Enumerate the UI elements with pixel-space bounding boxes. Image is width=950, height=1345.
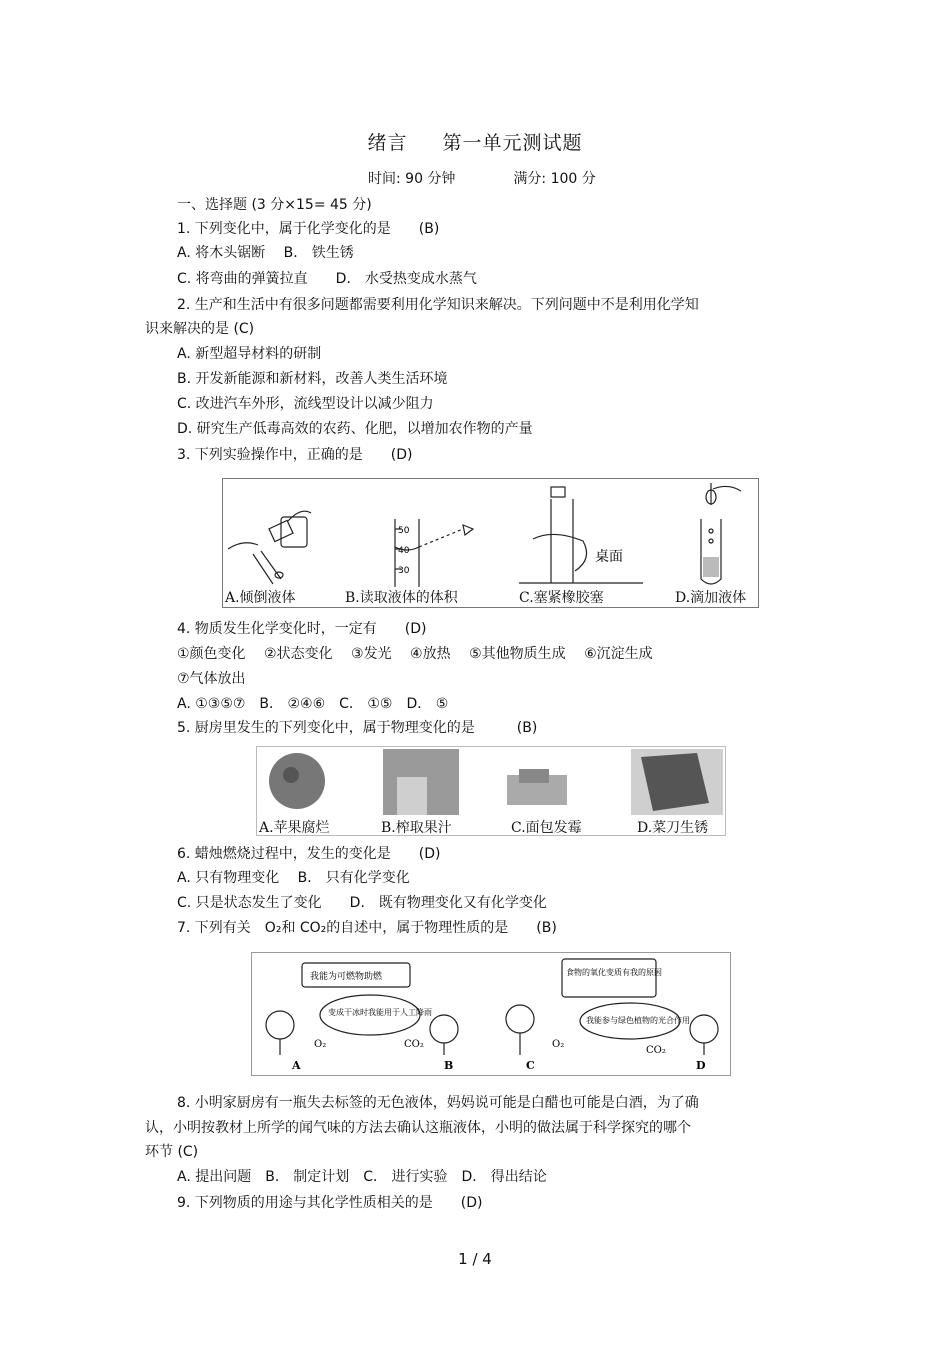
q3-caption-b: B.读取液体的体积 — [345, 590, 458, 606]
title-part2: 第一单元测试题 — [442, 132, 583, 154]
bubble-c — [562, 959, 656, 997]
label-c: C — [526, 1059, 535, 1072]
formula-b: CO₂ — [404, 1039, 424, 1050]
q6-stem: 6. 蜡烛燃烧过程中，发生的变化是 (D) — [177, 846, 441, 862]
q3-caption-c: C.塞紧橡胶塞 — [519, 590, 604, 606]
page-title — [0, 128, 950, 155]
q4-choice-4: ④放热 — [410, 646, 451, 662]
q8-answers: A. 提出问题 B． 制定计划 C． 进行实验 D． 得出结论 — [177, 1169, 547, 1185]
label-b: B — [444, 1059, 454, 1072]
q4-stem: 4. 物质发生化学变化时，一定有 (D) — [177, 621, 427, 637]
q2-stem: 2. 生产和生活中有很多问题都需要利用化学知识来解决。下列问题中不是利用化学知 — [177, 297, 699, 313]
q2-option-a: A. 新型超导材料的研制 — [177, 346, 322, 362]
scale-50: 50 — [398, 526, 410, 536]
rotten-apple-photo — [269, 753, 325, 809]
q4-choices — [177, 645, 667, 663]
label-a: A — [292, 1059, 301, 1072]
formula-c: O₂ — [552, 1039, 565, 1050]
full-score: 满分: 100 分 — [513, 171, 596, 187]
q4-choice-1: ①颜色变化 — [177, 646, 246, 662]
q6-options-2: C. 只是状态发生了变化 D． 既有物理变化又有化学变化 — [177, 895, 547, 911]
bubble-b-text: 变成干冰时我能用于人工降雨 — [328, 1008, 432, 1017]
q4-choice-2: ②状态变化 — [264, 646, 333, 662]
q8-stem-cont: 认，小明按教材上所学的闻气味的方法去确认这瓶液体，小明的做法属于科学探究的哪个 — [145, 1120, 691, 1136]
q5-stem: 5. 厨房里发生的下列变化中，属于物理变化的是 (B) — [177, 720, 538, 736]
q3-caption-d: D.滴加液体 — [675, 590, 747, 606]
q1-options-2: C. 将弯曲的弹簧拉直 D． 水受热变成水蒸气 — [177, 271, 477, 287]
q8-stem: 8. 小明家厨房有一瓶失去标签的无色液体，妈妈说可能是白醋也可能是白酒，为了确 — [177, 1095, 699, 1111]
time-limit: 时间: 90 分钟 — [368, 171, 456, 187]
q5-caption-a: A.苹果腐烂 — [259, 820, 330, 836]
q8-stem-cont2: 环节 (C) — [145, 1144, 199, 1160]
formula-a: O₂ — [314, 1039, 327, 1050]
q9-stem: 9. 下列物质的用途与其化学性质相关的是 (D) — [177, 1195, 483, 1211]
q6-options-1: A. 只有物理变化 B． 只有化学变化 — [177, 870, 410, 886]
q4-choice-5: ⑤其他物质生成 — [469, 646, 566, 662]
q4-choice-3: ③发光 — [351, 646, 392, 662]
q2-option-b: B. 开发新能源和新材料，改善人类生活环境 — [177, 371, 448, 387]
q4-answers: A. ①③⑤⑦ B． ②④⑥ C． ①⑤ D． ⑤ — [177, 696, 449, 712]
exam-meta — [368, 168, 596, 188]
q2-stem-cont: 识来解决的是 (C) — [145, 321, 255, 337]
q3-stem: 3. 下列实验操作中，正确的是 (D) — [177, 447, 413, 463]
q1-stem: 1. 下列变化中，属于化学变化的是 (B) — [177, 221, 440, 237]
q4-choice-7: ⑦气体放出 — [177, 671, 246, 687]
scale-40: 40 — [398, 546, 410, 556]
page-number: 1 / 4 — [458, 1250, 492, 1268]
q3-figure — [222, 478, 759, 608]
q5-caption-d: D.菜刀生锈 — [637, 820, 709, 836]
q4-choice-6: ⑥沉淀生成 — [584, 646, 653, 662]
q2-option-c: C. 改进汽车外形，流线型设计以减少阻力 — [177, 396, 434, 412]
q7-figure — [251, 952, 731, 1076]
bubble-a-text: 我能为可燃物助燃 — [310, 972, 383, 982]
q2-option-d: D. 研究生产低毒高效的农药、化肥，以增加农作物的产量 — [177, 421, 533, 437]
formula-d: CO₂ — [646, 1045, 666, 1056]
q5-caption-b: B.榨取果汁 — [381, 820, 452, 836]
scale-30: 30 — [398, 566, 410, 576]
title-part1: 绪言 — [367, 132, 408, 154]
q3-caption-a: A.倾倒液体 — [225, 590, 296, 606]
section-heading: 一、选择题 (3 分×15= 45 分) — [177, 197, 372, 213]
q7-stem: 7. 下列有关 O₂和 CO₂的自述中，属于物理性质的是 (B) — [177, 920, 557, 936]
desk-label: 桌面 — [595, 549, 623, 565]
q1-options-1: A. 将木头锯断 B． 铁生锈 — [177, 245, 354, 261]
bubble-c-text: 食物的氧化变质有我的原因 — [566, 968, 662, 977]
q5-figure — [256, 746, 726, 836]
cartoon-illustration — [252, 953, 730, 1075]
bubble-d-text: 我能参与绿色植物的光合作用 — [586, 1016, 690, 1025]
q5-caption-c: C.面包发霉 — [511, 820, 582, 836]
label-d: D — [696, 1059, 706, 1072]
